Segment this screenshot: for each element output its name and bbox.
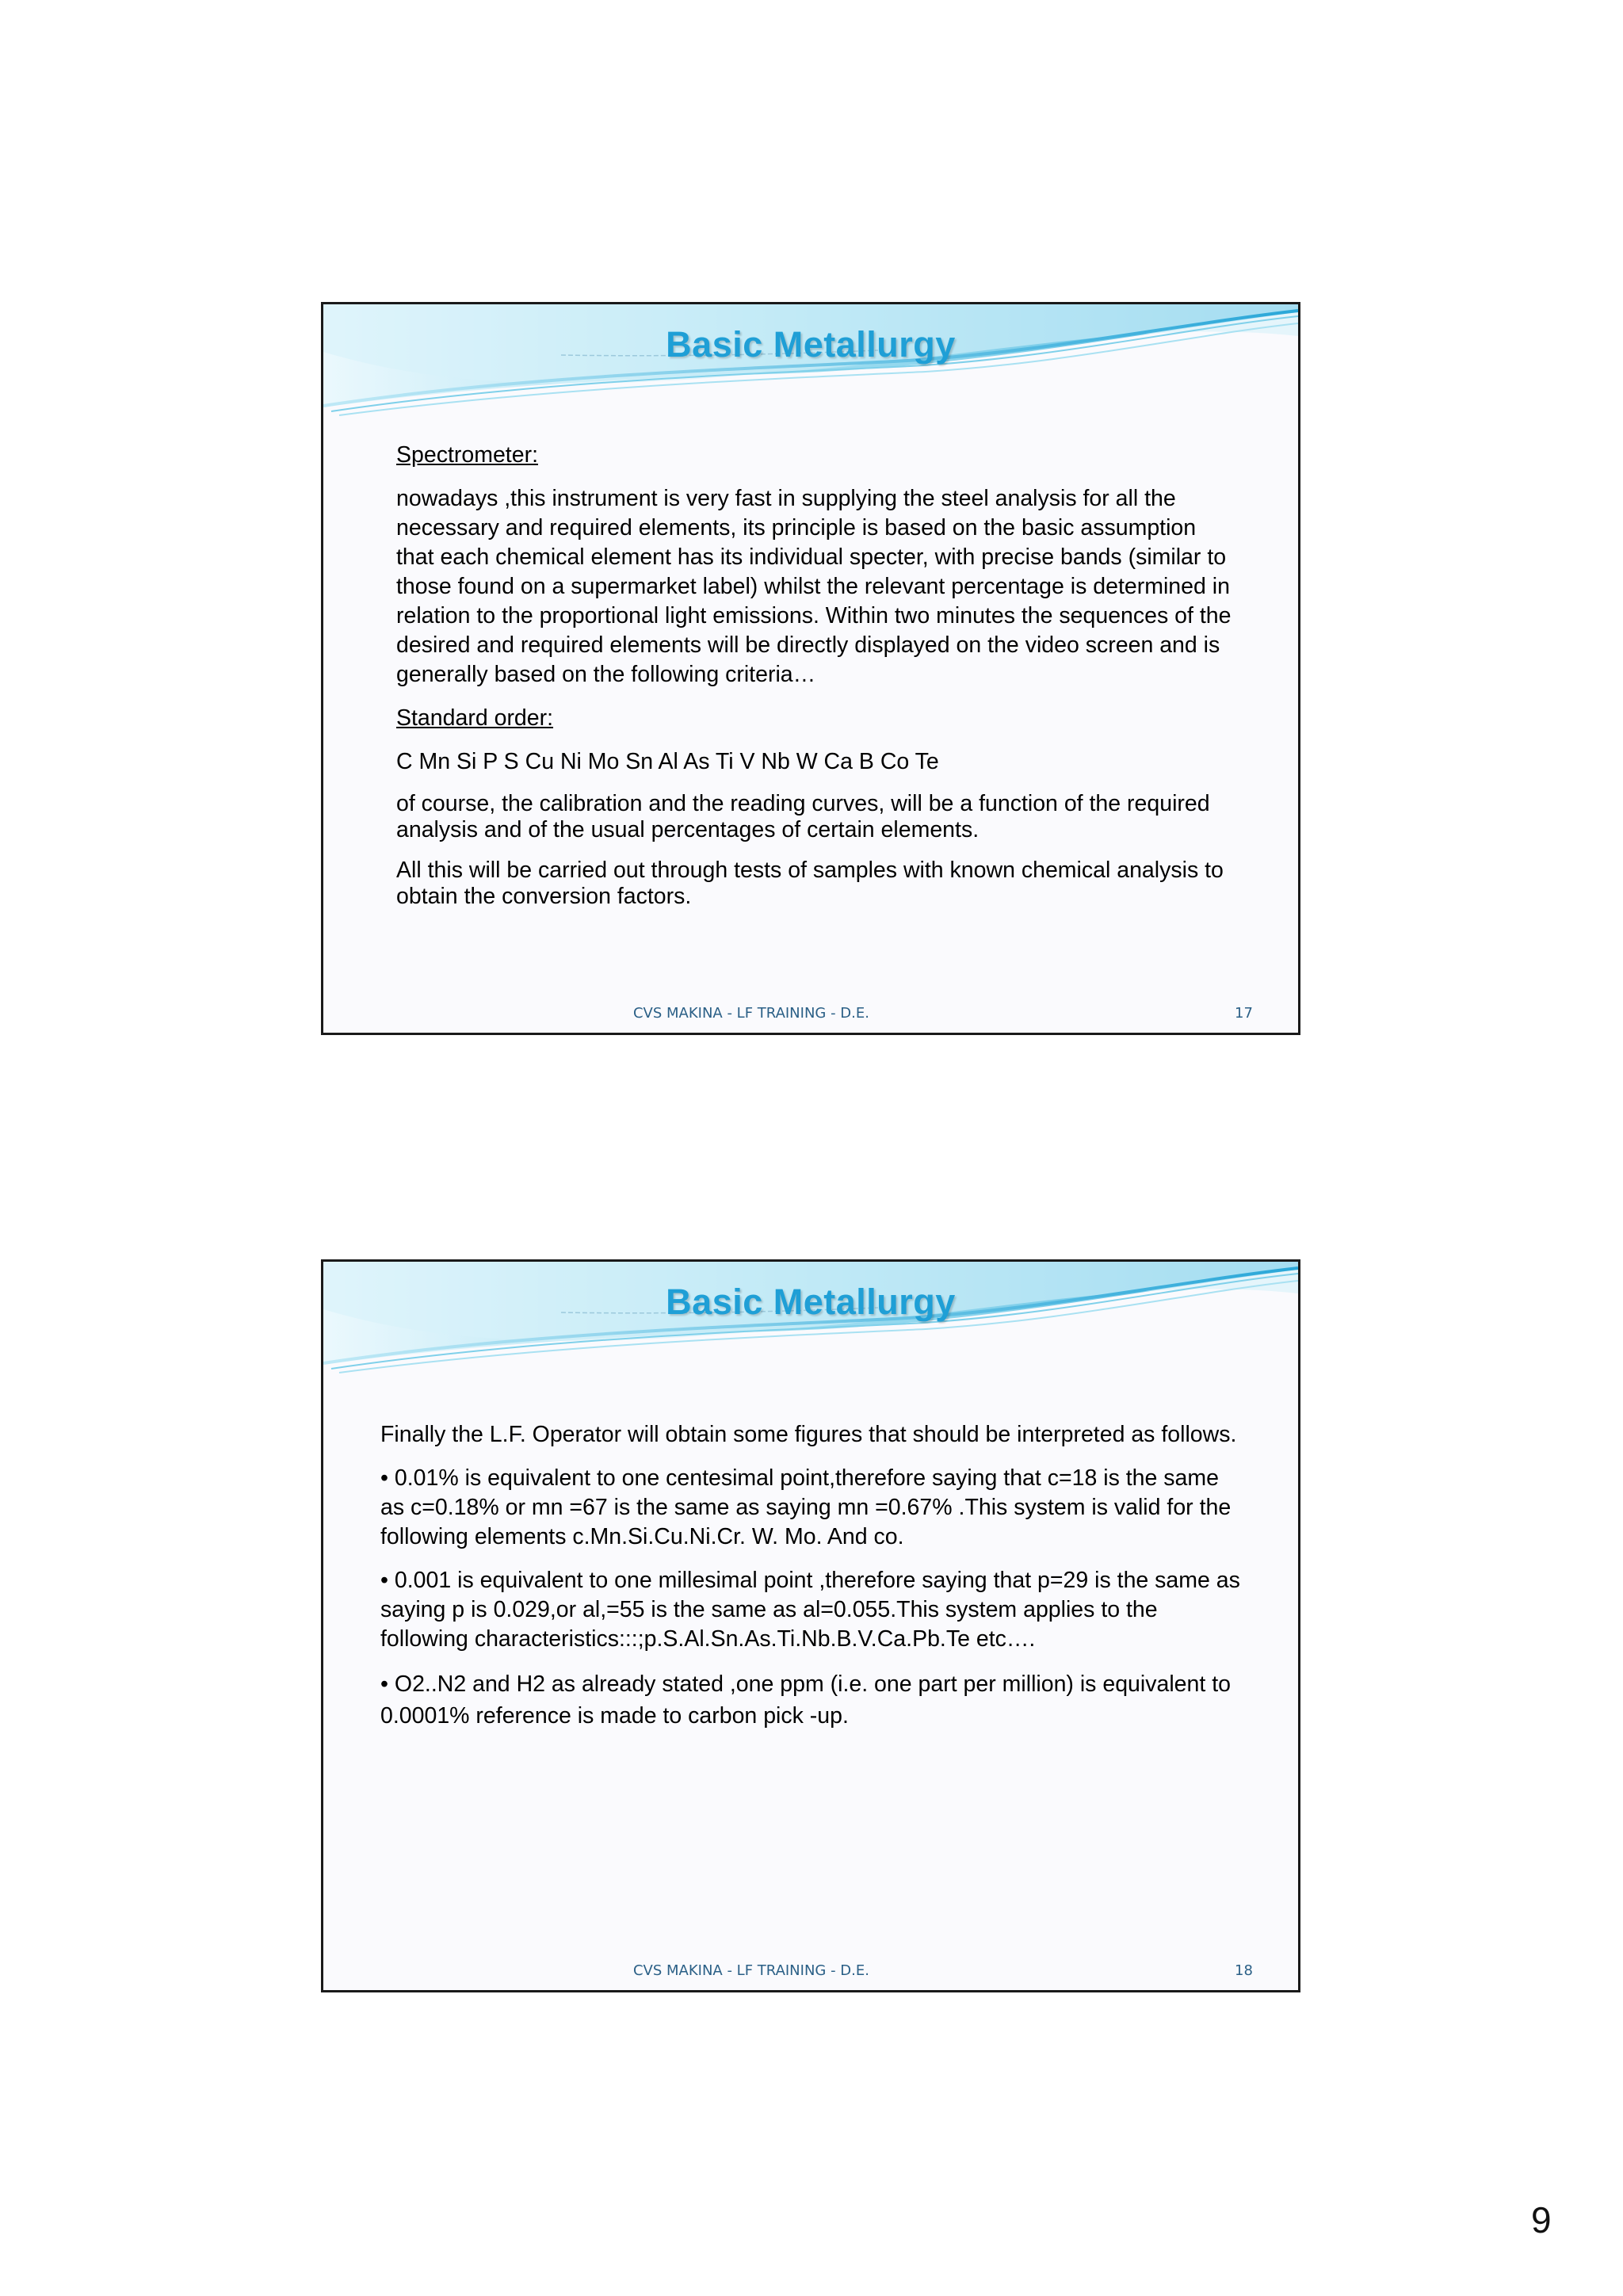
section-subheading: Standard order: xyxy=(396,705,554,731)
slide-body xyxy=(380,1420,1244,1746)
section-heading: Spectrometer: xyxy=(396,442,538,468)
slide-title: Basic Metallurgy xyxy=(666,1282,956,1322)
slide-body xyxy=(396,441,1236,924)
bullet-item: • 0.001 is equivalent to one millesimal point ,therefore saying that p=29 is the same as saying p is 0.029,or al,=55 is the same as al=0.055.This system applies to the following characteristics:::;p.S.Al.Sn.As.Ti.Nb.B.V.Ca.Pb.Te etc…. xyxy=(380,1568,1240,1652)
slide-number: 18 xyxy=(1235,1962,1253,1979)
paragraph: nowadays ,this instrument is very fast in supplying the steel analysis for all the necessary and required elements, its principle is based on the basic assumption that each chemical element has its individual specter, with precise bands (similar to those found on a supermarket label) whilst the relevant percentage is determined in relation to the proportional light emissions. Within two minutes the sequences of the desired and required elements will be directly displayed on the video screen and is generally based on the following criteria… xyxy=(396,486,1232,687)
slide-title: Basic Metallurgy xyxy=(666,324,956,365)
page-number: 9 xyxy=(1531,2199,1552,2241)
slide-17 xyxy=(321,302,1300,1035)
bullet-item: • 0.01% is equivalent to one centesimal point,therefore saying that c=18 is the same as c=0.18% or mn =67 is the same as saying mn =0.67% .This system is valid for the following elements c.Mn.Si.Cu.Ni.Cr. W. Mo. And co. xyxy=(380,1465,1232,1549)
paragraph: Finally the L.F. Operator will obtain some figures that should be interpreted as follows. xyxy=(380,1422,1237,1447)
element-order: C Mn Si P S Cu Ni Mo Sn Al As Ti V Nb W Ca B Co Te xyxy=(396,749,939,774)
footer-label: CVS MAKINA - LF TRAINING - D.E. xyxy=(632,1962,869,1979)
slide-number: 17 xyxy=(1235,1005,1253,1022)
slide-18 xyxy=(321,1259,1300,1992)
footer-label: CVS MAKINA - LF TRAINING - D.E. xyxy=(632,1005,869,1022)
bullet-item: • O2..N2 and H2 as already stated ,one ppm (i.e. one part per million) is equivalent to 0.0001% reference is made to carbon pick -up. xyxy=(380,1671,1231,1729)
paragraph: of course, the calibration and the reading curves, will be a function of the required analysis and of the usual percentages of certain elements. xyxy=(396,791,1210,842)
paragraph: All this will be carried out through tests of samples with known chemical analysis to obtain the conversion factors. xyxy=(396,858,1224,909)
